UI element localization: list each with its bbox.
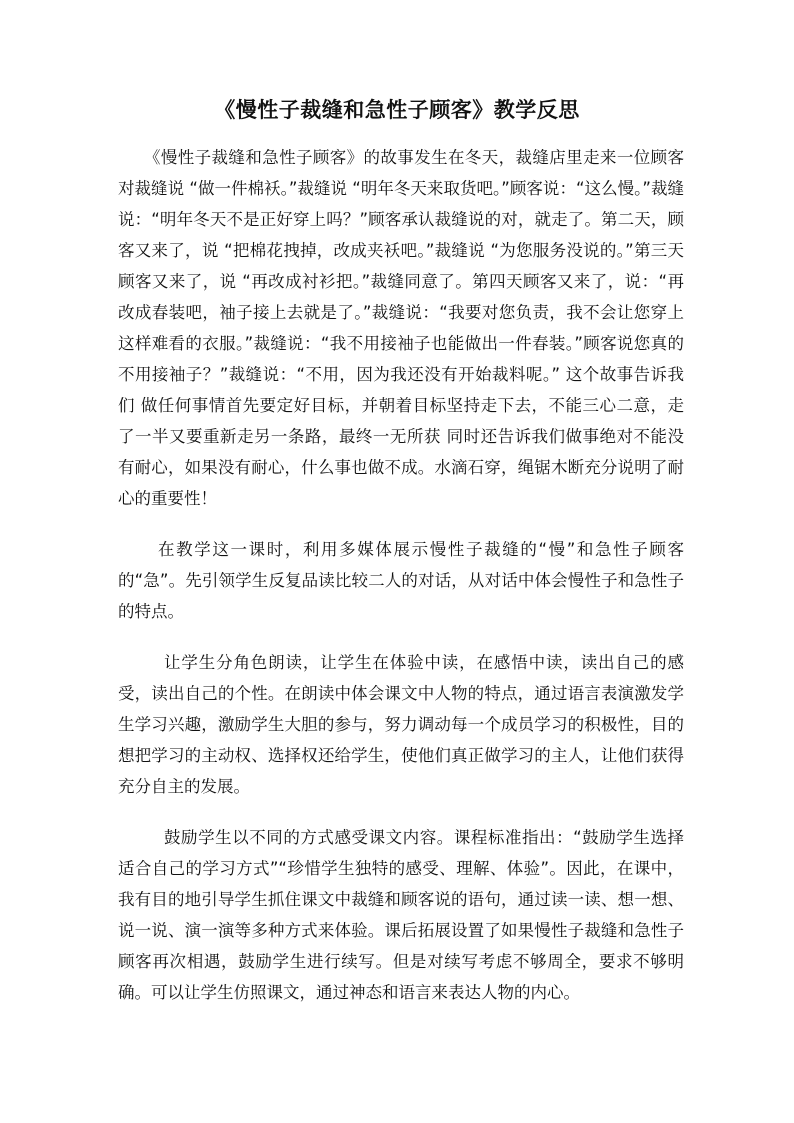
document-title: 《慢性子裁缝和急性子顾客》教学反思 — [214, 98, 580, 122]
paragraph-learning-styles: 鼓励学生以不同的方式感受课文内容。课程标准指出：“鼓励学生选择适合自己的学习方式”“珍惜学生独特的感受、理解、体验”。因此，在课中，我有目的地引导学生抓住课文中裁缝和顾客说的语句，通过读一读、想一想、说一说、演一演等多种方式来体验。课后拓展设置了如果慢性子裁缝和急性子顾客再次相遇，鼓励学生进行续写。但是对续写考虑不够周全，要求不够明确。可以让学生仿照课文，通过神态和语言来表达人物的内心。 — [118, 828, 684, 1002]
paragraph-teaching-method: 在教学这一课时，利用多媒体展示慢性子裁缝的“慢”和急性子顾客的“急”。先引领学生反复品读比较二人的对话，从对话中体会慢性子和急性子的特点。 — [118, 540, 684, 621]
paragraph-role-reading: 让学生分角色朗读，让学生在体验中读，在感悟中读，读出自己的感受，读出自己的个性。在朗读中体会课文中人物的特点，通过语言表演激发学生学习兴趣，激励学生大胆的参与，努力调动每一个成员学习的积极性，目的想把学习的主动权、选择权还给学生，使他们真正做学习的主人，让他们获得充分自主的发展。 — [118, 653, 684, 796]
document-body — [118, 142, 684, 1008]
paragraph-story-summary: 《慢性子裁缝和急性子顾客》的故事发生在冬天，裁缝店里走来一位顾客对裁缝说 “做一件棉袄。”裁缝说 “明年冬天来取货吧。”顾客说：“这么慢。”裁缝说：“明年冬天不是正好穿上吗？”顾客承认裁缝说的对，就走了。第二天，顾客又来了，说 “把棉花拽掉，改成夹袄吧。”裁缝说 “为您服务没说的。”第三天顾客又来了，说 “再改成衬衫把。”裁缝同意了。第四天顾客又来了，说：“再改成春装吧，袖子接上去就是了。”裁缝说：“我要对您负责，我不会让您穿上这样难看的衣服。”裁缝说：“我不用接袖子也能做出一件春装。”顾客说您真的不用接袖子？”裁缝说：“不用，因为我还没有开始裁料呢。” 这个故事告诉我们 做任何事情首先要定好目标，并朝着目标坚持走下去，不能三心二意，走了一半又要重新走另一条路，最终一无所获 同时还告诉我们做事绝对不能没有耐心，如果没有耐心，什么事也做不成。水滴石穿，绳锯木断充分说明了耐心的重要性！ — [118, 148, 684, 508]
